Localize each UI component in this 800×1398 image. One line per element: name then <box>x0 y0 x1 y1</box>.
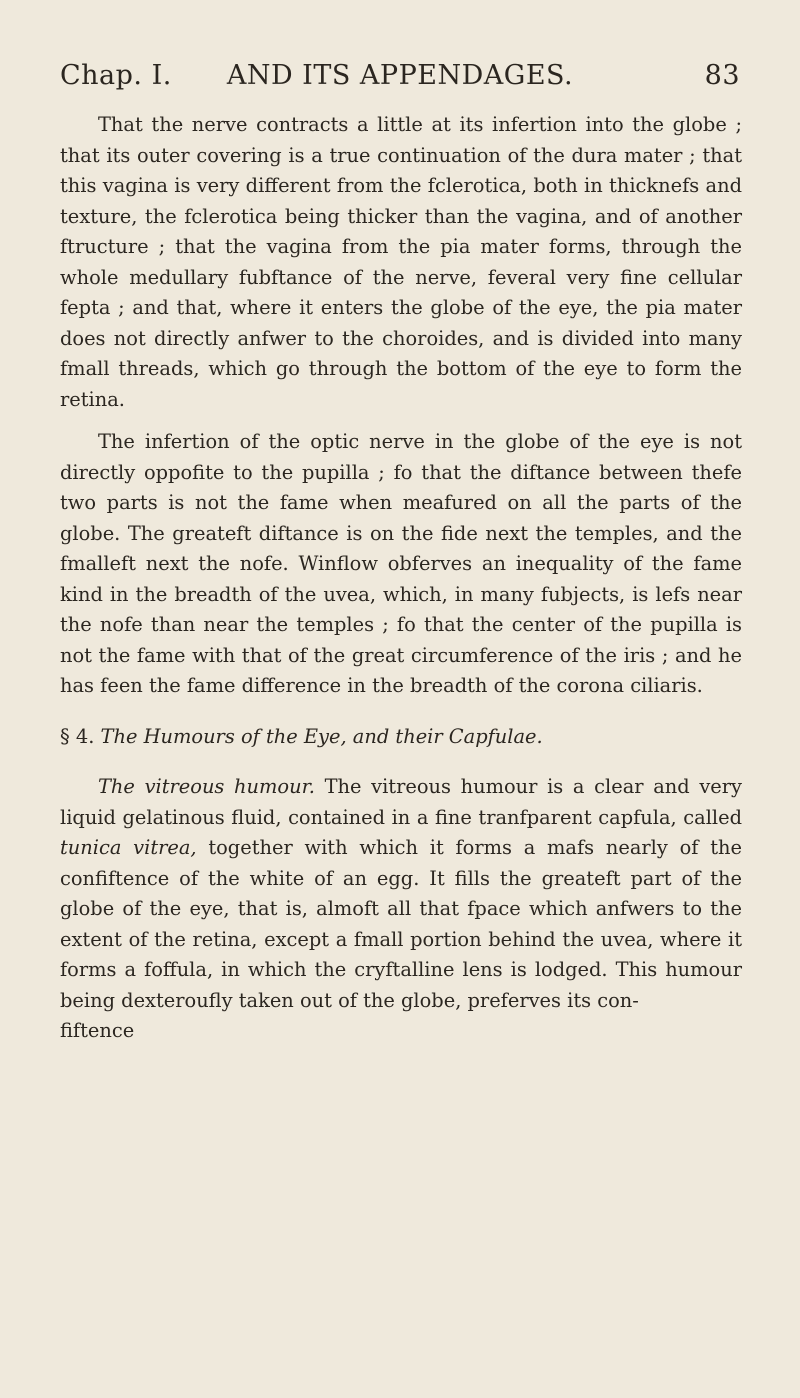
section-title: The Humours of the Eye, and their Capfulae. <box>100 724 543 748</box>
section-number: § 4. <box>60 724 95 748</box>
body-text <box>60 110 742 1047</box>
catchword: fiftence <box>60 1019 135 1042</box>
vitreous-text-1: The vitreous humour is a clear and very liquid gelatinous fluid, contained in a fine tranfparent capfula, called <box>60 775 742 829</box>
paragraph-optic-nerve-sheath: That the nerve contracts a little at its infertion into the globe ; that its outer covering is a true continuation of the dura mater ; that this vagina is very different from the fclerotica, both in thicknefs and texture, the fclerotica being thicker than the vagina, and of another ftructure ; that the vagina from the pia mater forms, through the whole medullary fubftance of the nerve, feveral very fine cellular fepta ; and that, where it enters the globe of the eye, the pia mater does not directly anfwer to the choroides, and is divided into many fmall threads, which go through the bottom of the eye to form the retina. <box>60 113 742 411</box>
vitreous-text-2: together with which it forms a mafs nearly of the confiftence of the white of an egg. It fills the greateft part of the globe of the eye, that is, almoft all that fpace which anfwers to the extent of the retina, except a fmall portion behind the uvea, where it forms a foffula, in which the cryftalline lens is lodged. This humour being dexteroufly taken out of the globe, preferves its con- <box>60 836 742 1012</box>
running-head <box>60 60 740 100</box>
chapter-label: Chap. I. <box>60 60 172 91</box>
vitreous-term: tunica vitrea, <box>60 836 197 859</box>
vitreous-lead: The vitreous humour. <box>98 775 315 798</box>
paragraph-optic-nerve-insertion: The infertion of the optic nerve in the globe of the eye is not directly oppofite to the pupilla ; fo that the diftance between thefe two parts is not the fame when meafured on all the parts of the globe. The greateft diftance is on the fide next the temples, and the fmalleft next the nofe. Winflow obferves an inequality of the fame kind in the breadth of the uvea, which, in many fubjects, is lefs near the nofe than near the temples ; fo that the center of the pupilla is not the fame with that of the great circumference of the iris ; and he has feen the fame difference in the breadth of the corona ciliaris. <box>60 430 742 697</box>
section-heading <box>60 722 742 753</box>
running-title: AND ITS APPENDAGES. <box>226 60 574 91</box>
page-number: 83 <box>704 60 740 91</box>
paragraph-vitreous-humour <box>60 772 742 1016</box>
